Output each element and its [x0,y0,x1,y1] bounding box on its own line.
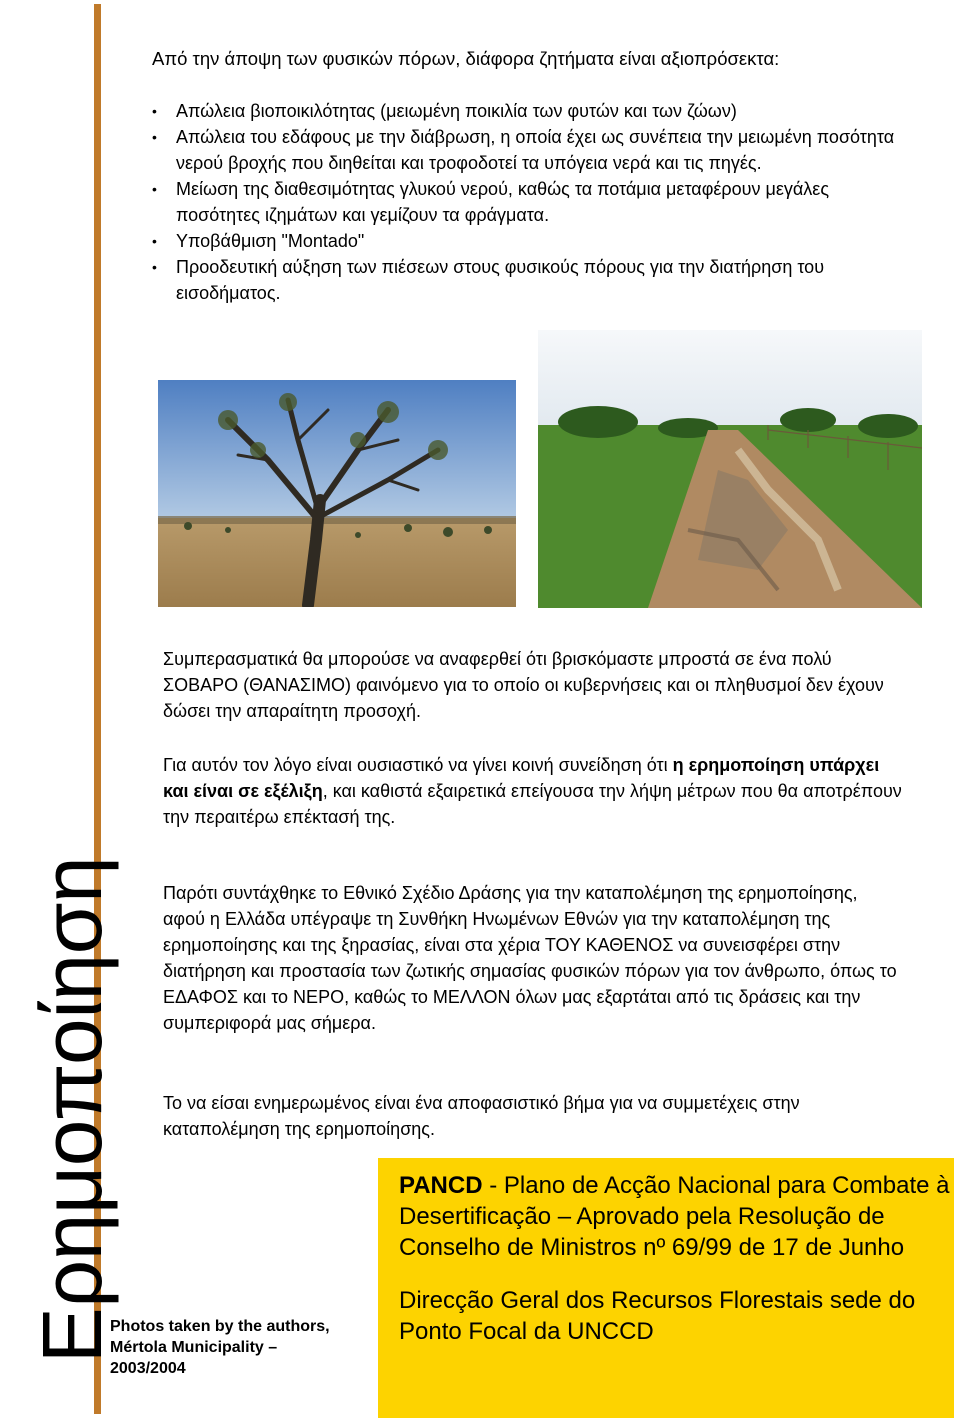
conclusion-paragraph: Συμπερασματικά θα μπορούσε να αναφερθεί ότι βρισκόμαστε μπροστά σε ένα πολύ ΣΟΒΑΡΟ (ΘΑΝΑΣΙΜΟ) φαινόμενο για το οποίο οι κυβερνήσεις και οι πληθυσμοί δεν έχουν δώσει την απαραίτητη προσοχή. [163,649,884,721]
pancd-info-box [378,1158,954,1418]
intro-text: Από την άποψη των φυσικών πόρων, διάφορα ζητήματα είναι αξιοπρόσεκτα: [152,48,780,69]
side-title: Ερημοποίηση [25,856,119,1364]
bullet-icon: • [152,103,157,119]
awareness-paragraph: Για αυτόν τον λόγο είναι ουσιαστικό να γίνει κοινή συνείδηση ότι η ερημοποίηση υπάρχει και είναι σε εξέλιξη, και καθιστά εξαιρετικά επείγουσα την λήψη μέτρων που θα αποτρέπουν την περαιτέρω επέκτασή της. [163,755,902,827]
photo-credit: Photos taken by the authors, Mértola Municipality – 2003/2004 [110,1318,330,1377]
pancd-acronym: PANCD [399,1172,483,1199]
list-item: • Υποβάθμιση "Montado" [152,228,912,254]
eroded-road-photo [538,330,922,608]
pancd-agency: Direcção Geral dos Recursos Florestais sede do Ponto Focal da UNCCD [399,1287,916,1345]
list-item: • Μείωση της διαθεσιμότητας γλυκού νερού, καθώς τα ποτάμια μεταφέρουν μεγάλες ποσότητες ιζημάτων και γεμίζουν τα φράγματα. [152,176,912,228]
emphasis-text: η ερημοποίηση υπάρχει και είναι σε εξέλιξη [163,755,880,801]
dry-tree-photo [158,380,516,607]
list-item: • Προοδευτική αύξηση των πιέσεων στους φυσικούς πόρους για την διατήρηση του εισοδήματος. [152,254,912,306]
list-item: • Απώλεια του εδάφους με την διάβρωση, η οποία έχει ως συνέπεια την μειωμένη ποσότητα νερού βροχής που διηθείται και τροφοδοτεί τα υπόγεια νερά και τις πηγές. [152,124,912,176]
bullet-icon: • [152,181,157,197]
bullet-icon: • [152,233,157,249]
bullet-icon: • [152,129,157,145]
informed-paragraph: Το να είσαι ενημερωμένος είναι ένα αποφασιστικό βήμα για να συμμετέχεις στην καταπολέμηση της ερημοποίησης. [163,1093,800,1139]
action-plan-paragraph: Παρότι συντάχθηκε το Εθνικό Σχέδιο Δράσης για την καταπολέμηση της ερημοποίησης, αφού η Ελλάδα υπέγραψε τη Συνθήκη Ηνωμένων Εθνών για την καταπολέμηση της ερημοποίησης και της ξηρασίας, είναι στα χέρια ΤΟΥ ΚΑΘΕΝΟΣ να συνεισφέρει στην διατήρηση και προστασία των ζωτικής σημασίας φυσικών πόρων για τον άνθρωπο, όπως το ΕΔΑΦΟΣ και το ΝΕΡΟ, καθώς το ΜΕΛΛΟΝ όλων μας εξαρτάται από τις δράσεις και την συμπεριφορά μας σήμερα. [163,883,897,1033]
pancd-text: PANCD - Plano de Acção Nacional para Combate à Desertificação – Aprovado pela Resolução de Conselho de Ministros nº 69/99 de 17 de Junho [399,1172,950,1261]
issues-list [152,98,912,306]
bullet-icon: • [152,259,157,275]
list-item: • Απώλεια βιοποικιλότητας (μειωμένη ποικιλία των φυτών και των ζώων) [152,98,912,124]
